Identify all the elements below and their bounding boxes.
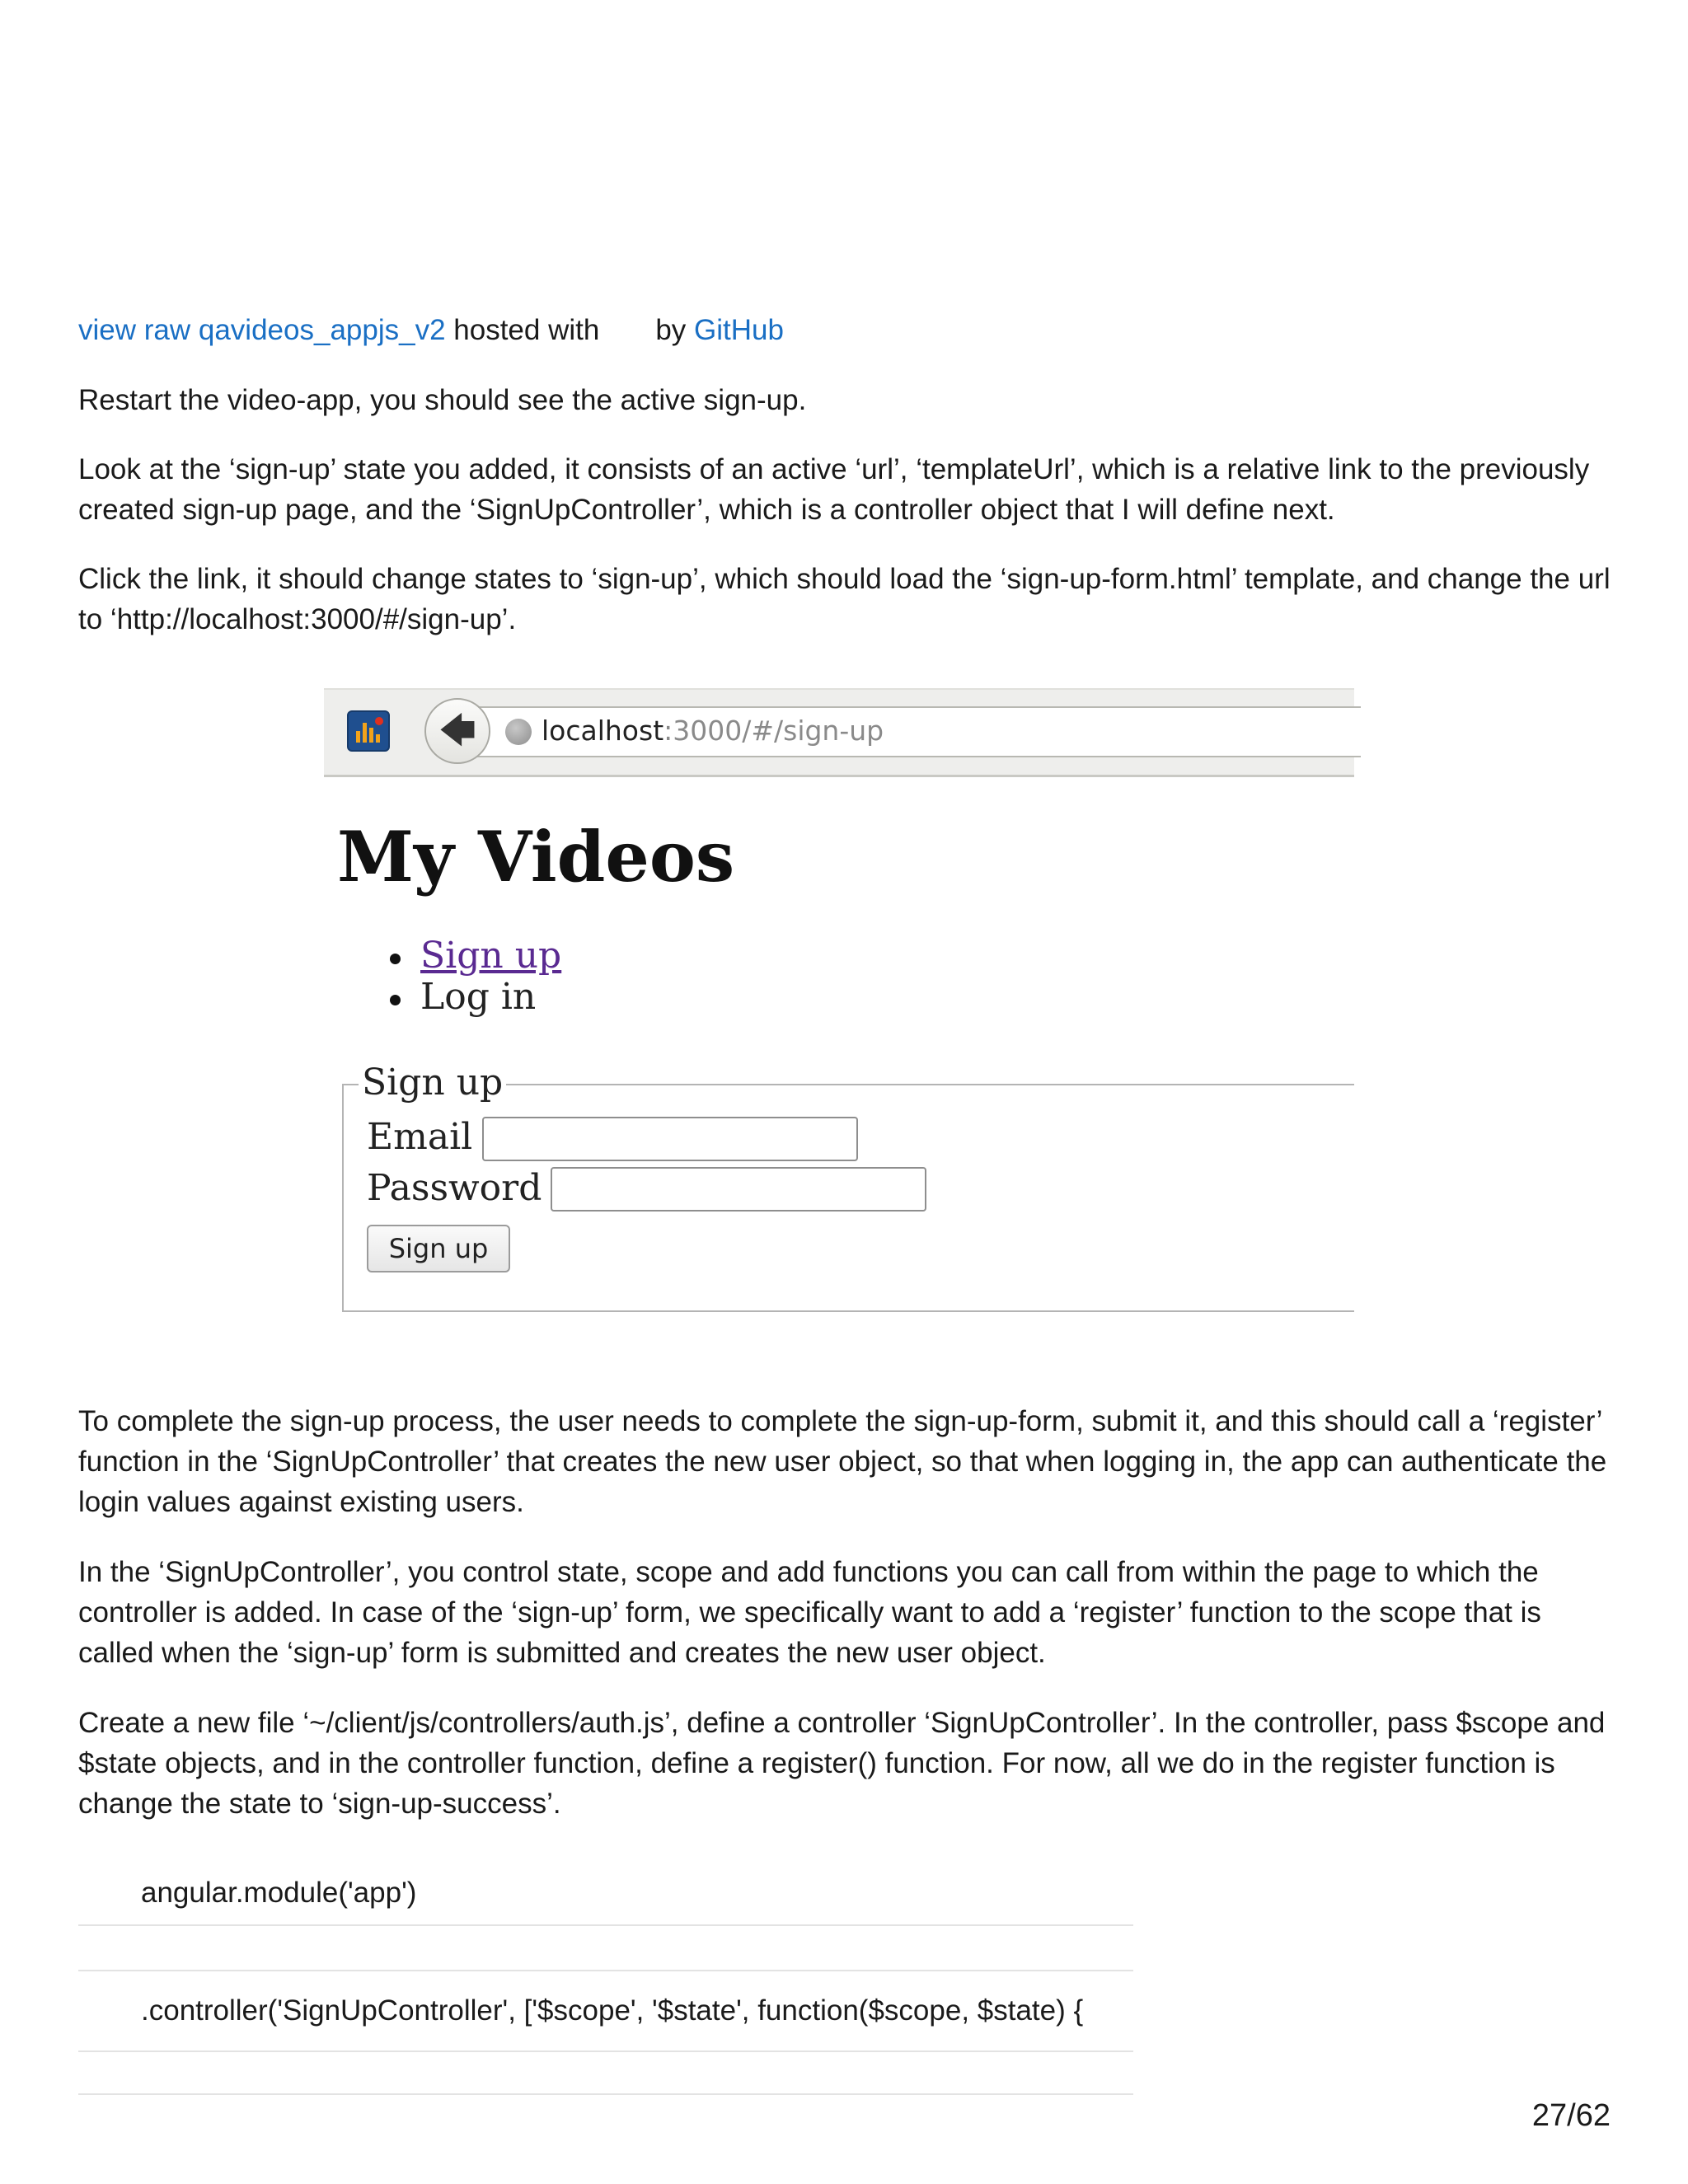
paragraph-create-file: Create a new file ‘~/client/js/controllers/auth.js’, define a controller ‘SignUpController’. In the controller, pass $scope and $state objects, and in the controller function, define a register() function. For now, all we do in the register function is change the state to ‘sign-up-success’. [78, 1707, 1606, 1820]
password-input[interactable] [551, 1167, 926, 1212]
nav-item-log-in: Log in [324, 977, 561, 1018]
nav-item-sign-up [324, 935, 561, 977]
email-label: Email [367, 1116, 473, 1158]
paragraph-sign-up-state: Look at the ‘sign-up’ state you added, it consists of an active ‘url’, ‘templateUrl’, which is a relative link to the previously created sign-up page, and the ‘SignUpController’, which is a controller object that I will define next. [78, 453, 1590, 526]
code-line-1: angular.module('app') [78, 1864, 1133, 1926]
nav-list [324, 935, 561, 1018]
paragraph-click-link: Click the link, it should change states to ‘sign-up’, which should load the ‘sign-up-form.html’ template, and change the url to ‘http://localhost:3000/#/sign-up’. [78, 563, 1611, 635]
page-number: 27/62 [1531, 2098, 1611, 2133]
email-input[interactable] [482, 1117, 858, 1161]
paragraph-restart: Restart the video-app, you should see the active sign-up. [78, 384, 807, 416]
sign-up-link[interactable]: Sign up [420, 935, 562, 977]
code-line-2: .controller('SignUpController', ['$scope', '$state', function($scope, $state) { [78, 1970, 1133, 2052]
app-bar-chart-icon[interactable] [347, 710, 390, 752]
address-url[interactable] [542, 711, 884, 751]
back-arrow-icon: 🡄 [438, 710, 476, 751]
sign-up-fieldset [342, 1062, 1354, 1312]
view-raw-link[interactable] [78, 314, 446, 346]
by-text: by [655, 314, 687, 346]
gist-file-name: qavideos_appjs_v2 [198, 314, 446, 346]
url-path: :3000/#/sign-up [663, 715, 884, 747]
password-label: Password [367, 1167, 542, 1209]
paragraph-signup-controller: In the ‘SignUpController’, you control state, scope and add functions you can call from within the page to which the controller is added. In case of the ‘sign-up’ form, we specifically want to add a ‘register’ function to the scope that is called when the ‘sign-up’ form is submitted and creates the new user object. [78, 1556, 1541, 1669]
app-title: My Videos [337, 816, 735, 898]
browser-toolbar [324, 688, 1354, 777]
gist-footer [78, 310, 1620, 350]
fieldset-legend: Sign up [359, 1060, 506, 1106]
paragraph-complete-sign-up: To complete the sign-up process, the user needs to complete the sign-up-form, submit it, and this should call a ‘register’ function in the ‘SignUpController’ that creates the new user object, so that when logging in, the app can authenticate the login values against existing users. [78, 1405, 1607, 1518]
code-block-divider [78, 2093, 1133, 2095]
view-raw-text: view raw [78, 314, 191, 346]
url-host: localhost [542, 715, 664, 747]
sign-up-submit-button[interactable]: Sign up [367, 1225, 510, 1272]
globe-icon [505, 719, 532, 745]
hosted-with-text: hosted with [453, 314, 600, 346]
github-link[interactable]: GitHub [694, 314, 784, 346]
back-button[interactable] [424, 698, 490, 764]
browser-screenshot [324, 688, 1354, 1315]
